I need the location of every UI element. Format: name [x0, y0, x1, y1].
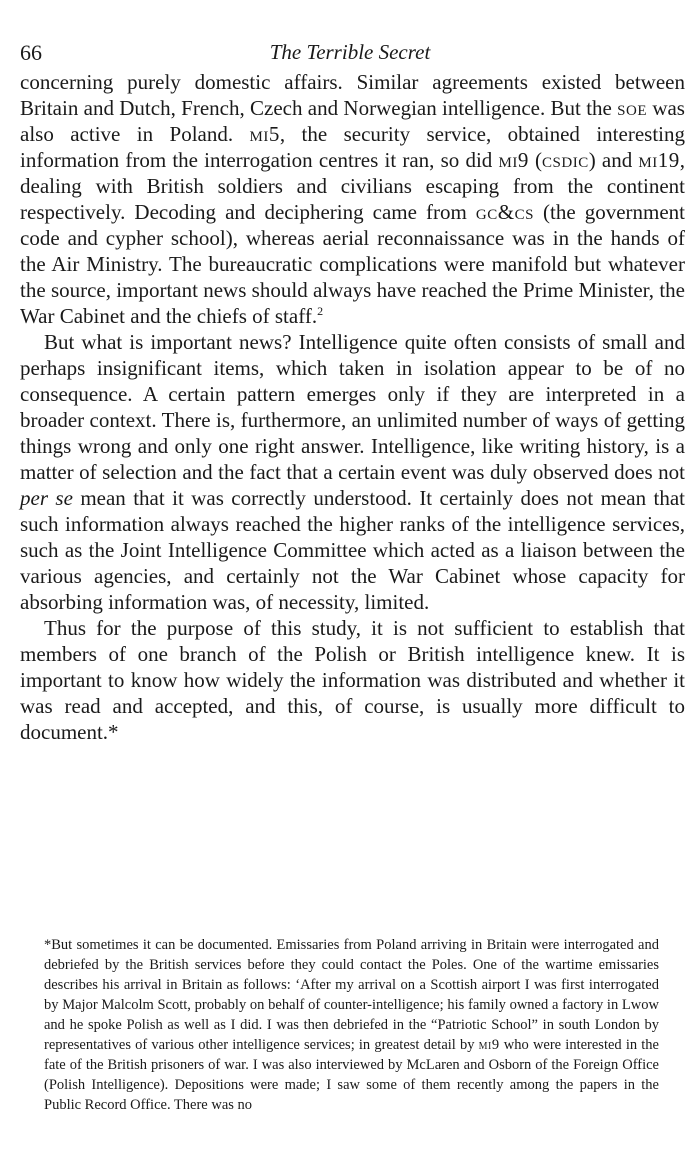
note-reference: 2	[317, 304, 324, 318]
running-title: The Terrible Secret	[269, 40, 431, 64]
abbreviation-mi19: mi19	[638, 148, 680, 172]
abbreviation-soe: soe	[617, 96, 648, 120]
page-header	[20, 40, 680, 70]
abbreviation-mi9: mi9	[478, 1037, 500, 1053]
paragraph-1: concerning purely domestic affairs. Similar agreements existed between Britain and Dutch, French, Czech and Norwegian intelligence. But the soe was also active in Poland. mi5, the security service, obtained interesting information from the interrogation centres it ran, so did mi9 (csdic) and mi19, dealing with British soldiers and civilians escaping from the continent respectively. Decoding and deciphering came from gc&cs (the government code and cypher school), whereas aerial reconnaissance was in the hands of the Air Ministry. The bureaucratic complications were manifold but whatever the source, important news should always have reached the Prime Minister, the War Cabinet and the chiefs of staff.$^2$	[20, 70, 686, 328]
main-text	[20, 69, 685, 745]
abbreviation-gccs: gc&cs	[475, 200, 534, 224]
italic-phrase: per se	[20, 486, 73, 510]
abbreviation-csdic: csdic	[542, 148, 589, 172]
paragraph-3: Thus for the purpose of this study, it is not sufficient to establish that members of one branch of the Polish or British intelligence knew. It is important to know how widely the information was distributed and whether it was read and accepted, and this, of course, is usually more difficult to document.*	[20, 616, 685, 744]
footnote: *But sometimes it can be documented. Emissaries from Poland arriving in Britain were interrogated and debriefed by the British services before they could contact the Poles. One of the wartime emissaries describes his arrival in Britain as follows: ‘After my arrival on a Scottish airport I was first interrogated by Major Malcolm Scott, probably on behalf of counter-intelligence; his family owned a factory in Lwow and he spoke Polish as well as I did. I was then debriefed in the “Patriotic School” in south London by representatives of various other intelligence services; in greatest detail by mi9 who were interested in the fate of the British prisoners of war. I was also interviewed by McLaren and Osborn of the Foreign Office (Polish Intelligence). Depositions were made; I saw some of them recently among the papers in the Public Record Office. There was no	[44, 937, 659, 1113]
page-number: 66	[20, 40, 42, 65]
abbreviation-mi5: mi5	[249, 122, 280, 146]
abbreviation-mi9: mi9	[498, 148, 529, 172]
paragraph-2: But what is important news? Intelligence quite often consists of small and perhaps insignificant items, which taken in isolation appear to be of no consequence. A certain pattern emerges only if they are interpreted in a broader context. There is, furthermore, an unlimited number of ways of getting things wrong and only one right answer. Intelligence, like writing history, is a matter of selection and the fact that a certain event was duly observed does not per se mean that it was correctly understood. It certainly does not mean that such information always reached the higher ranks of the intelligence services, such as the Joint Intelligence Committee which acted as a liaison between the various agencies, and certainly not the War Cabinet whose capacity for absorbing information was, of necessity, limited.	[20, 330, 685, 614]
